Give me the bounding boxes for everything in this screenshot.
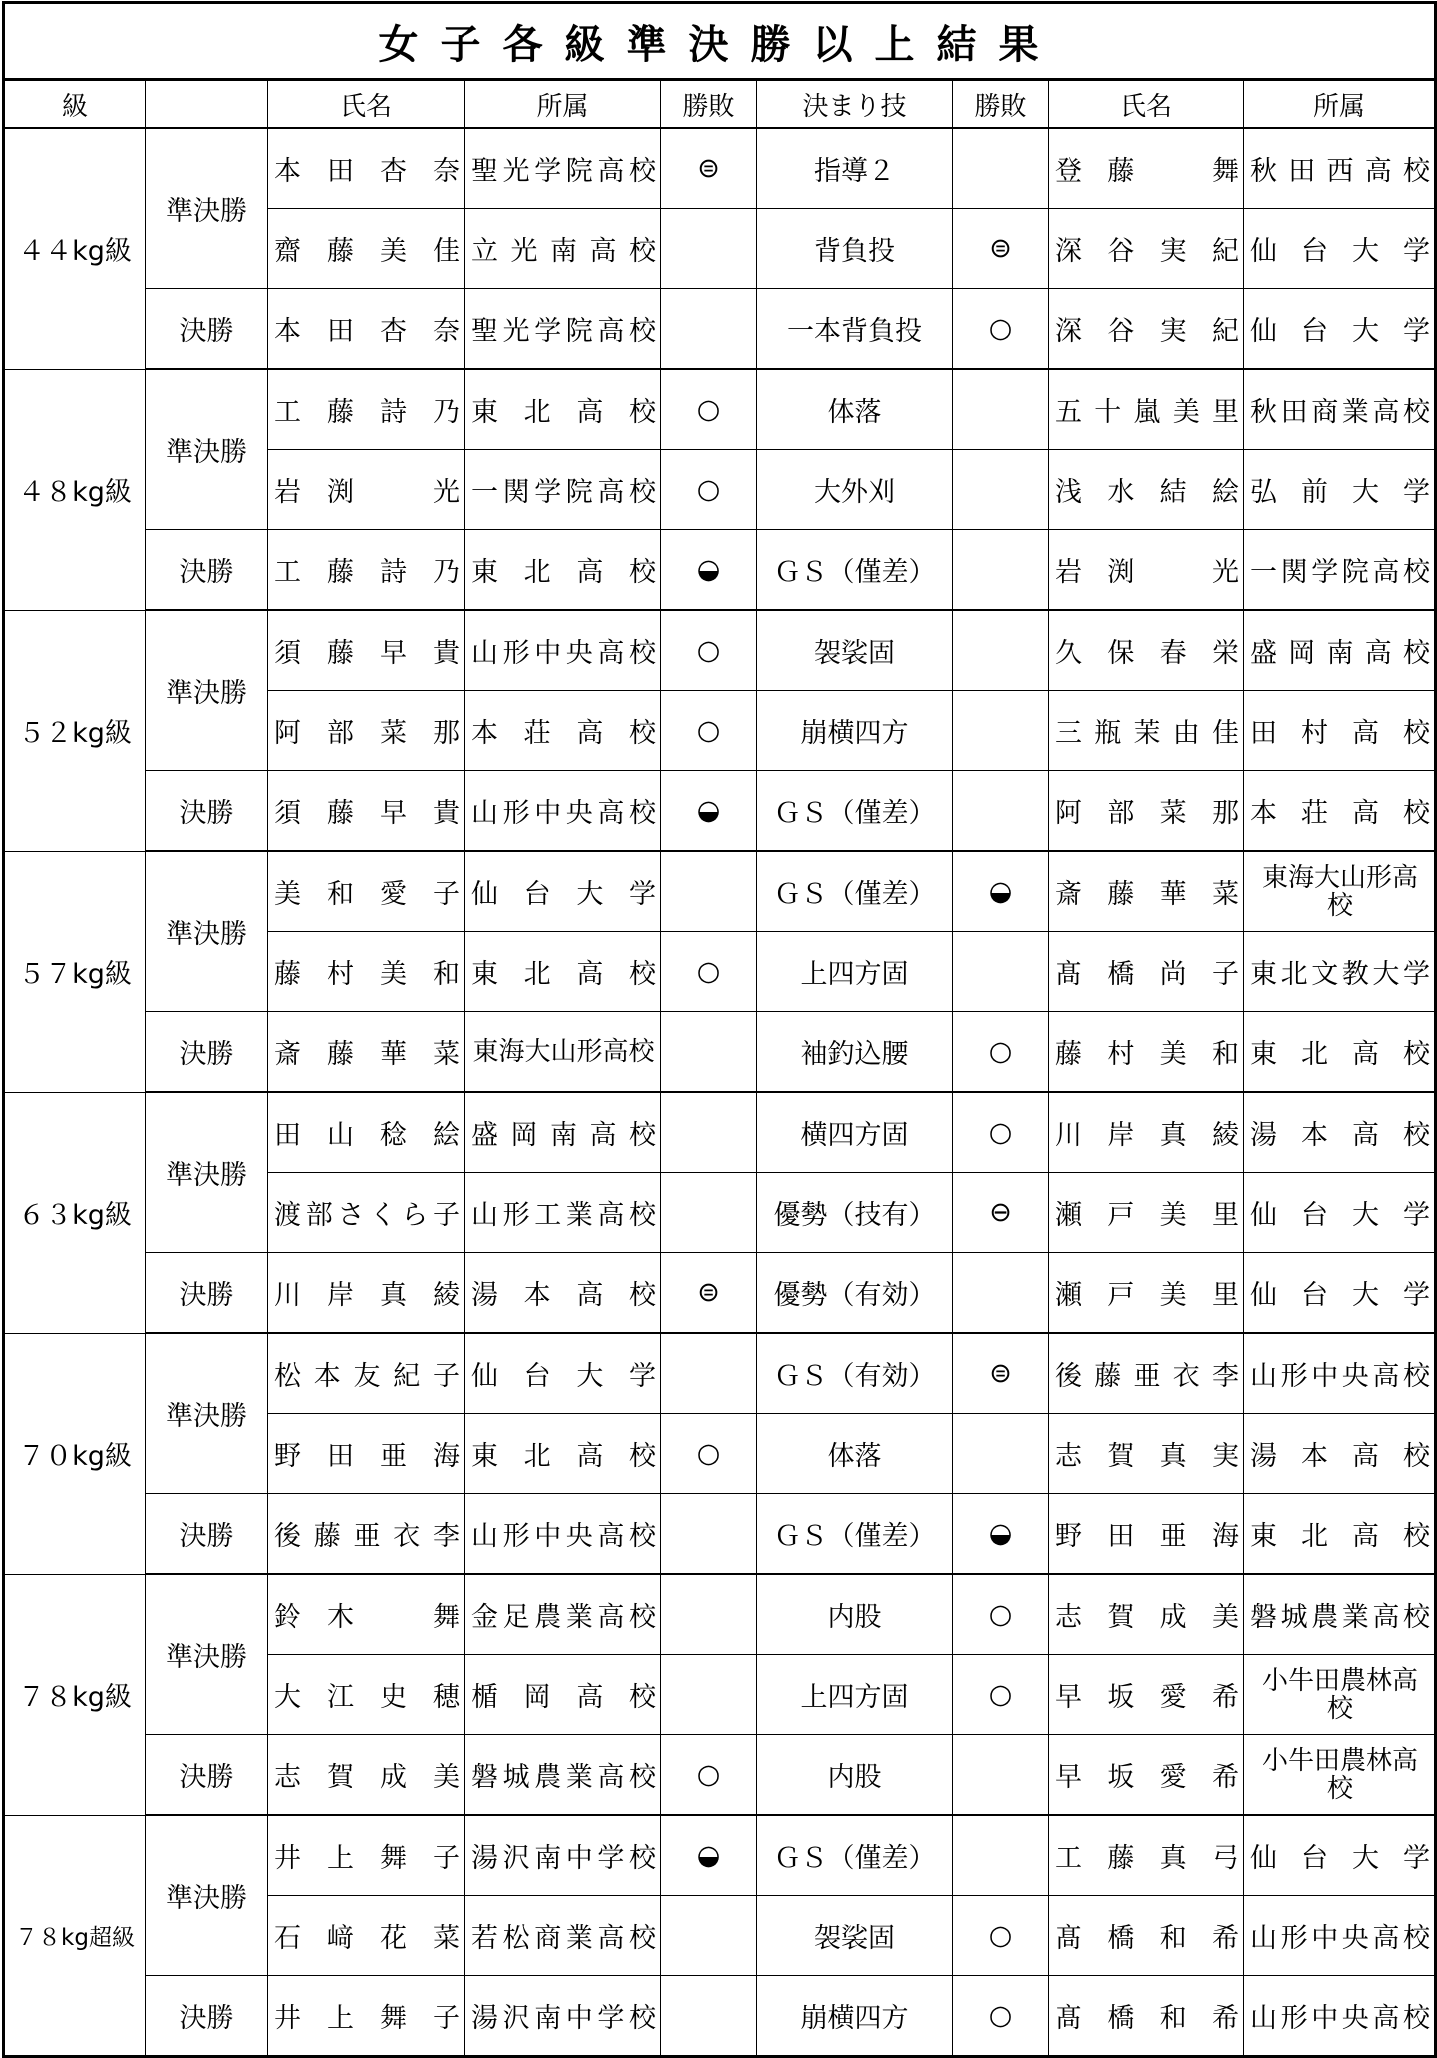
technique: 上四方固 [757,932,953,1012]
result-mark-1: ○ [661,610,757,691]
competitor-name-2: 早坂愛希 [1049,1655,1244,1735]
competitor-name-1: 齋藤美佳 [268,209,465,289]
competitor-name-1: 石﨑花菜 [268,1896,465,1976]
result-mark-2: ○ [953,1092,1049,1173]
competitor-name-1: 大江史穂 [268,1655,465,1735]
technique: 袖釣込腰 [757,1012,953,1093]
stage-label: 準決勝 [146,1815,268,1976]
result-mark-1 [661,1012,757,1093]
competitor-name-2: 瀬戸美里 [1049,1173,1244,1253]
competitor-name-1: 美和愛子 [268,851,465,932]
header-stage [146,80,268,129]
header-name-2: 氏名 [1049,80,1244,129]
result-mark-2 [953,1253,1049,1334]
table-row [4,1815,1436,1896]
competitor-name-1: 井上舞子 [268,1815,465,1896]
competitor-name-2: 岩渕 光 [1049,530,1244,611]
result-mark-1: ○ [661,369,757,450]
competitor-name-2: 早坂愛希 [1049,1735,1244,1816]
competitor-name-2: 深谷実紀 [1049,289,1244,370]
competitor-school-2: 磐城農業高校 [1244,1574,1436,1655]
results-body [4,128,1436,2057]
technique: 指導２ [757,128,953,209]
competitor-school-1: 立光南高校 [465,209,661,289]
competitor-name-1: 野田亜海 [268,1414,465,1494]
competitor-name-1: 渡部さくら子 [268,1173,465,1253]
page-title: 女子各級準決勝以上結果 [4,3,1436,80]
competitor-school-1: 山形中央高校 [465,1494,661,1575]
result-mark-1 [661,1333,757,1414]
competitor-name-2: 瀬戸美里 [1049,1253,1244,1334]
technique: 袈裟固 [757,610,953,691]
competitor-name-2: 野田亜海 [1049,1494,1244,1575]
competitor-school-2: 湯本高校 [1244,1092,1436,1173]
result-mark-1 [661,209,757,289]
competitor-school-2: 本荘高校 [1244,771,1436,852]
header-school-1: 所属 [465,80,661,129]
result-mark-2: ◒ [953,851,1049,932]
result-mark-1: ○ [661,1735,757,1816]
technique: ＧＳ（僅差） [757,771,953,852]
technique: 崩横四方 [757,1976,953,2057]
weight-class: ７８kg超級 [4,1815,146,2057]
competitor-name-1: 松本友紀子 [268,1333,465,1414]
result-mark-2 [953,369,1049,450]
technique: 内股 [757,1574,953,1655]
result-mark-2 [953,1735,1049,1816]
result-mark-2: ○ [953,1896,1049,1976]
competitor-name-2: 髙橋尚子 [1049,932,1244,1012]
competitor-school-2: 弘前大学 [1244,450,1436,530]
competitor-name-2: 志賀成美 [1049,1574,1244,1655]
table-row [4,128,1436,209]
stage-label: 準決勝 [146,369,268,530]
competitor-name-2: 髙橋和希 [1049,1976,1244,2057]
stage-label: 決勝 [146,1253,268,1334]
technique: 横四方固 [757,1092,953,1173]
weight-class: ７０kg級 [4,1333,146,1574]
stage-label: 決勝 [146,1012,268,1093]
competitor-name-2: 志賀真実 [1049,1414,1244,1494]
result-mark-2 [953,932,1049,1012]
result-mark-1: ○ [661,691,757,771]
competitor-school-1: 盛岡南高校 [465,1092,661,1173]
stage-label: 準決勝 [146,128,268,289]
technique: ＧＳ（僅差） [757,851,953,932]
header-class: 級 [4,80,146,129]
competitor-name-1: 志賀成美 [268,1735,465,1816]
result-mark-2: ○ [953,1976,1049,2057]
competitor-name-1: 斎藤華菜 [268,1012,465,1093]
competitor-school-2: 東北高校 [1244,1012,1436,1093]
result-mark-2 [953,450,1049,530]
competitor-name-2: 工藤真弓 [1049,1815,1244,1896]
weight-class: ７８kg級 [4,1574,146,1815]
competitor-name-2: 阿部菜那 [1049,771,1244,852]
technique: ＧＳ（僅差） [757,1494,953,1575]
competitor-school-1: 東北高校 [465,369,661,450]
stage-label: 準決勝 [146,1574,268,1735]
competitor-school-2: 仙台大学 [1244,1173,1436,1253]
competitor-school-2: 秋田商業高校 [1244,369,1436,450]
result-mark-2 [953,1815,1049,1896]
competitor-name-1: 本田杏奈 [268,289,465,370]
result-mark-2 [953,691,1049,771]
competitor-name-1: 藤村美和 [268,932,465,1012]
competitor-school-2: 一関学院高校 [1244,530,1436,611]
result-mark-2 [953,610,1049,691]
competitor-school-2: 仙台大学 [1244,1815,1436,1896]
technique: 崩横四方 [757,691,953,771]
competitor-school-2: 秋田西高校 [1244,128,1436,209]
stage-label: 決勝 [146,771,268,852]
result-mark-1: ◒ [661,771,757,852]
technique: 優勢（技有） [757,1173,953,1253]
competitor-school-2: 仙台大学 [1244,289,1436,370]
stage-label: 準決勝 [146,851,268,1012]
competitor-name-2: 久保春栄 [1049,610,1244,691]
competitor-school-1: 楯岡高校 [465,1655,661,1735]
competitor-school-2: 東北文教大学 [1244,932,1436,1012]
weight-class: ６３kg級 [4,1092,146,1333]
table-row [4,530,1436,611]
competitor-name-1: 須藤早貴 [268,610,465,691]
technique: 優勢（有効） [757,1253,953,1334]
technique: 背負投 [757,209,953,289]
competitor-school-1: 山形中央高校 [465,771,661,852]
table-row [4,1494,1436,1575]
table-row [4,1012,1436,1093]
result-mark-1 [661,1896,757,1976]
stage-label: 決勝 [146,1735,268,1816]
header-technique: 決まり技 [757,80,953,129]
result-mark-2 [953,771,1049,852]
competitor-school-2: 田村高校 [1244,691,1436,771]
result-mark-1: ○ [661,450,757,530]
header-result-1: 勝敗 [661,80,757,129]
competitor-school-1: 磐城農業高校 [465,1735,661,1816]
competitor-name-1: 井上舞子 [268,1976,465,2057]
competitor-school-1: 湯沢南中学校 [465,1976,661,2057]
result-mark-1 [661,1655,757,1735]
competitor-name-2: 五十嵐美里 [1049,369,1244,450]
table-row [4,1333,1436,1414]
competitor-name-2: 川岸真綾 [1049,1092,1244,1173]
result-mark-2: ◒ [953,1494,1049,1575]
result-mark-2: ○ [953,1012,1049,1093]
stage-label: 準決勝 [146,610,268,771]
technique: 一本背負投 [757,289,953,370]
result-mark-1: ○ [661,1414,757,1494]
result-mark-1: ○ [661,932,757,1012]
competitor-school-2: 盛岡南高校 [1244,610,1436,691]
technique: 上四方固 [757,1655,953,1735]
result-mark-1 [661,1494,757,1575]
competitor-name-1: 田山稔絵 [268,1092,465,1173]
result-mark-2: ○ [953,1655,1049,1735]
competitor-school-2: 仙台大学 [1244,1253,1436,1334]
competitor-school-2: 山形中央高校 [1244,1896,1436,1976]
technique: 袈裟固 [757,1896,953,1976]
weight-class: ５２kg級 [4,610,146,851]
stage-label: 決勝 [146,1494,268,1575]
result-mark-1 [661,851,757,932]
competitor-school-2: 湯本高校 [1244,1414,1436,1494]
result-mark-1: ⊜ [661,1253,757,1334]
competitor-school-1: 東北高校 [465,932,661,1012]
table-row [4,289,1436,370]
table-row [4,610,1436,691]
result-mark-1: ◒ [661,530,757,611]
competitor-school-2: 山形中央高校 [1244,1333,1436,1414]
competitor-school-2: 東北高校 [1244,1494,1436,1575]
competitor-name-2: 浅水結絵 [1049,450,1244,530]
table-row [4,1092,1436,1173]
competitor-name-1: 本田杏奈 [268,128,465,209]
competitor-school-1: 若松商業高校 [465,1896,661,1976]
technique: 体落 [757,1414,953,1494]
competitor-name-2: 藤村美和 [1049,1012,1244,1093]
competitor-name-1: 川岸真綾 [268,1253,465,1334]
technique: ＧＳ（有効） [757,1333,953,1414]
weight-class: ４４kg級 [4,128,146,369]
result-mark-1 [661,1574,757,1655]
competitor-school-1: 東北高校 [465,530,661,611]
competitor-school-1: 聖光学院高校 [465,289,661,370]
technique: 内股 [757,1735,953,1816]
competitor-school-2: 東海大山形高校 [1244,851,1436,932]
table-row [4,851,1436,932]
result-mark-2: ⊜ [953,209,1049,289]
competitor-school-1: 湯沢南中学校 [465,1815,661,1896]
result-mark-1 [661,1092,757,1173]
competitor-name-2: 髙橋和希 [1049,1896,1244,1976]
technique: ＧＳ（僅差） [757,1815,953,1896]
header-row [4,80,1436,129]
result-mark-2: ⊜ [953,1333,1049,1414]
competitor-name-2: 登藤 舞 [1049,128,1244,209]
result-mark-1: ⊜ [661,128,757,209]
competitor-name-2: 斎藤華菜 [1049,851,1244,932]
weight-class: ５７kg級 [4,851,146,1092]
result-mark-2 [953,530,1049,611]
competitor-school-1: 金足農業高校 [465,1574,661,1655]
competitor-school-1: 山形中央高校 [465,610,661,691]
competitor-school-1: 東北高校 [465,1414,661,1494]
competitor-school-1: 仙台大学 [465,1333,661,1414]
competitor-school-1: 東海大山形高校 [465,1012,661,1093]
competitor-school-1: 仙台大学 [465,851,661,932]
result-mark-2: ⊖ [953,1173,1049,1253]
table-row [4,369,1436,450]
result-mark-1 [661,1173,757,1253]
competitor-name-2: 後藤亜衣李 [1049,1333,1244,1414]
competitor-school-2: 山形中央高校 [1244,1976,1436,2057]
competitor-school-1: 山形工業高校 [465,1173,661,1253]
table-row [4,1574,1436,1655]
competitor-school-1: 一関学院高校 [465,450,661,530]
competitor-school-1: 聖光学院高校 [465,128,661,209]
table-row [4,1976,1436,2057]
result-mark-2: ○ [953,1574,1049,1655]
stage-label: 準決勝 [146,1092,268,1253]
result-mark-1 [661,289,757,370]
technique: 大外刈 [757,450,953,530]
competitor-name-1: 後藤亜衣李 [268,1494,465,1575]
stage-label: 決勝 [146,1976,268,2057]
table-row [4,1253,1436,1334]
competitor-name-1: 阿部菜那 [268,691,465,771]
header-school-2: 所属 [1244,80,1436,129]
competitor-name-1: 須藤早貴 [268,771,465,852]
competitor-name-1: 岩渕 光 [268,450,465,530]
stage-label: 決勝 [146,530,268,611]
stage-label: 準決勝 [146,1333,268,1494]
result-mark-2 [953,128,1049,209]
table-row [4,1735,1436,1816]
weight-class: ４８kg級 [4,369,146,610]
result-mark-1: ◒ [661,1815,757,1896]
competitor-name-1: 工藤詩乃 [268,530,465,611]
results-table [2,1,1437,2058]
competitor-name-2: 三瓶茉由佳 [1049,691,1244,771]
competitor-school-1: 湯本高校 [465,1253,661,1334]
header-name-1: 氏名 [268,80,465,129]
header-result-2: 勝敗 [953,80,1049,129]
competitor-name-2: 深谷実紀 [1049,209,1244,289]
competitor-school-2: 小牛田農林高校 [1244,1735,1436,1816]
competitor-school-2: 小牛田農林高校 [1244,1655,1436,1735]
stage-label: 決勝 [146,289,268,370]
result-mark-2: ○ [953,289,1049,370]
competitor-name-1: 鈴木 舞 [268,1574,465,1655]
technique: ＧＳ（僅差） [757,530,953,611]
table-row [4,771,1436,852]
result-mark-2 [953,1414,1049,1494]
competitor-name-1: 工藤詩乃 [268,369,465,450]
competitor-school-1: 本荘高校 [465,691,661,771]
result-mark-1 [661,1976,757,2057]
technique: 体落 [757,369,953,450]
competitor-school-2: 仙台大学 [1244,209,1436,289]
